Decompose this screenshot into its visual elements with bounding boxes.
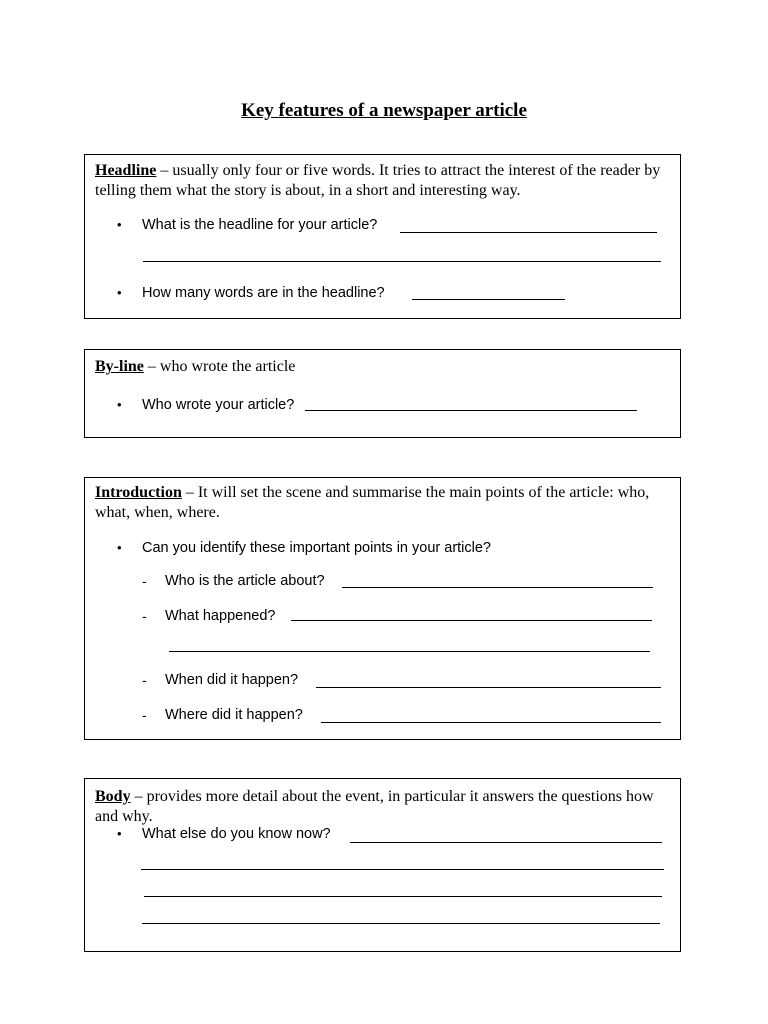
bullet-icon: • — [117, 826, 122, 841]
question-where: Where did it happen? — [165, 707, 303, 723]
question-what: What happened? — [165, 608, 276, 624]
answer-line[interactable] — [143, 261, 661, 262]
answer-line[interactable] — [169, 651, 650, 652]
question-headline: What is the headline for your article? — [142, 217, 378, 233]
bullet-icon: • — [117, 397, 122, 412]
byline-term: By-line — [95, 358, 144, 375]
answer-line[interactable] — [350, 842, 662, 843]
introduction-section — [84, 477, 681, 740]
headline-section — [84, 154, 681, 319]
dash-marker: - — [142, 573, 147, 589]
question-byline: Who wrote your article? — [142, 397, 295, 413]
dash-marker: - — [142, 608, 147, 624]
headline-term: Headline — [95, 162, 157, 179]
introduction-text: – It will set the scene and summarise the main points of the article: who, what, when, where. — [95, 484, 650, 521]
question-when: When did it happen? — [165, 672, 299, 688]
answer-line[interactable] — [412, 299, 565, 300]
byline-description — [95, 357, 670, 377]
headline-description — [95, 161, 670, 201]
body-term: Body — [95, 788, 131, 805]
byline-text: – who wrote the article — [143, 358, 296, 375]
bullet-icon: • — [117, 540, 122, 555]
bullet-icon: • — [117, 217, 122, 232]
answer-line[interactable] — [141, 869, 664, 870]
question-headline-words: How many words are in the headline? — [142, 285, 385, 301]
byline-section — [84, 349, 681, 438]
introduction-description — [95, 483, 670, 523]
answer-line[interactable] — [342, 587, 653, 588]
body-description — [95, 787, 670, 827]
bullet-icon: • — [117, 285, 122, 300]
answer-line[interactable] — [144, 896, 662, 897]
headline-text: – usually only four or five words. It tries to attract the interest of the reader by telling them what the story is about, in a short and interesting way. — [95, 162, 661, 199]
introduction-term: Introduction — [95, 484, 182, 501]
answer-line[interactable] — [316, 687, 661, 688]
body-text: – provides more detail about the event, in particular it answers the questions how and why. — [95, 788, 654, 825]
dash-marker: - — [142, 672, 147, 688]
question-introduction: Can you identify these important points in your article? — [142, 540, 491, 556]
question-body: What else do you know now? — [142, 826, 331, 842]
dash-marker: - — [142, 707, 147, 723]
page-title: Key features of a newspaper article — [241, 100, 527, 121]
question-who: Who is the article about? — [165, 573, 325, 589]
answer-line[interactable] — [291, 620, 652, 621]
answer-line[interactable] — [321, 722, 661, 723]
answer-line[interactable] — [400, 232, 657, 233]
answer-line[interactable] — [305, 410, 637, 411]
body-section — [84, 778, 681, 952]
answer-line[interactable] — [142, 923, 660, 924]
